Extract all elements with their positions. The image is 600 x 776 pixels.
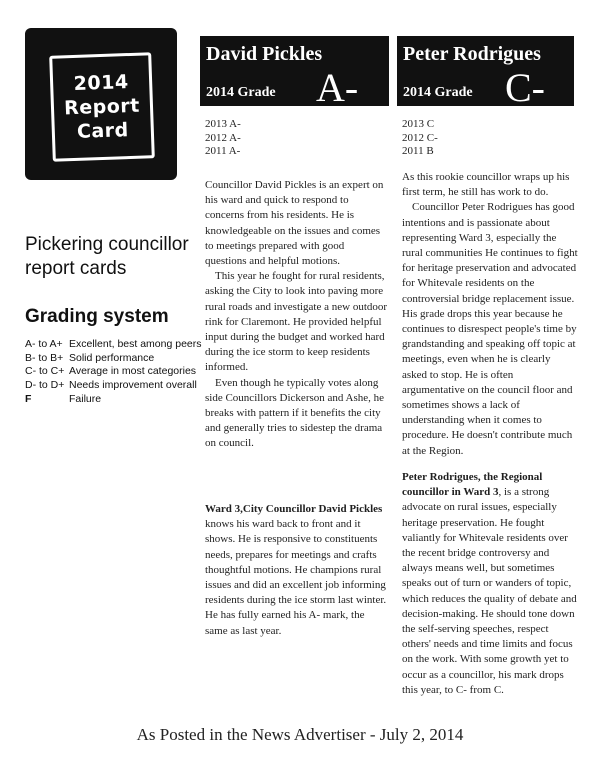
councillor-header-pickles	[200, 36, 389, 110]
grade-history-pickles	[205, 118, 241, 159]
source-footer: As Posted in the News Advertiser - July 2, 2014	[136, 725, 464, 744]
article-body-rodrigues	[402, 170, 578, 459]
grading-row	[25, 338, 200, 352]
grade-history-item: 2013 C	[402, 118, 435, 130]
councillor-header-rodrigues	[397, 36, 574, 110]
summary-text: knows his ward back to front and it shows. He is responsive to constituents needs, prepares for meetings and crafts thoughtful motions. He champions rural issues and did an excellent job informing residents during the ice storm last winter. He has fully earned his A- mark, the same as last year.	[205, 518, 387, 637]
grade-meaning: Failure	[69, 392, 102, 405]
grade-history-item: 2012 A-	[205, 131, 241, 144]
page-title-line2: report cards	[25, 258, 127, 279]
article-paragraph: This year he fought for rural residents, asking the City to look into paving more rural roads and investigate a new outdoor rink for Claremont. He provided helpful input during the budget and worked hard during the ice storm to keep residents informed.	[205, 270, 388, 374]
grade-range: C- to C+	[25, 365, 65, 378]
logo-frame	[49, 52, 155, 161]
grade-history-item: 2011 A-	[205, 145, 241, 158]
councillor-name: David Pickles	[206, 43, 323, 65]
summary-paragraph	[402, 470, 578, 698]
page-title	[25, 233, 200, 281]
summary-lead: Ward 3,City Councillor David Pickles	[205, 503, 383, 515]
summary-pickles	[205, 502, 388, 639]
article-paragraph: Even though he typically votes along side Councillors Dickerson and Ashe, he breaks with pattern if it benefits the city and generally tries to sidestep the drama on council.	[205, 376, 385, 450]
grading-heading: Grading system	[25, 306, 169, 327]
grade-history-rodrigues	[402, 118, 438, 159]
grade-range: F	[25, 392, 32, 405]
councillor-name: Peter Rodrigues	[403, 43, 541, 65]
grade-range: A- to A+	[25, 338, 63, 350]
grade-value: A-	[316, 65, 359, 110]
grade-meaning: Excellent, best among peers	[69, 338, 202, 350]
article-body-pickles	[205, 178, 388, 452]
grade-meaning: Average in most categories	[69, 365, 197, 378]
summary-lead: Peter Rodrigues, the Regional councillor in Ward 3	[402, 471, 543, 499]
logo-word-card: Card	[76, 119, 130, 143]
grade-label: 2014 Grade	[403, 85, 473, 100]
article-paragraph: Councillor David Pickles is an expert on his ward and quick to respond to concerns from his residents. He is knowledgeable on the issues and comes to meetings prepared with good questions and helpful motions.	[205, 179, 384, 268]
grading-row	[25, 365, 200, 379]
article-paragraph: Councillor Peter Rodrigues has good intentions and is passionate about representing Ward 3, especially the rural communities He continues to fight for heritage preservation and advocated for Whitevale residents on the controversial bridge replacement issue. His grade drops this year because he continues to disrespect people's time by grandstanding and speaking off topic at meetings, even when he is clearly asked to stop. He is often argumentative on the council floor and sometimes shows a lack of understanding when it comes to procedure. He doesn't contribute much at the Region.	[402, 201, 578, 457]
logo-year: 2014	[73, 71, 129, 95]
grade-label: 2014 Grade	[206, 85, 276, 100]
summary-paragraph	[205, 502, 388, 639]
article-paragraph: As this rookie councillor wraps up his first term, he still has work to do.	[402, 171, 570, 199]
report-card-logo	[25, 28, 177, 180]
grade-range: B- to B+	[25, 351, 64, 364]
grade-history-item: 2011 B	[402, 145, 434, 158]
grading-row	[25, 393, 200, 407]
grade-meaning: Solid performance	[69, 351, 155, 364]
page-title-line1: Pickering councillor	[25, 234, 189, 255]
summary-rodrigues	[402, 470, 578, 698]
grade-history-item: 2012 C-	[402, 131, 438, 144]
grade-range: D- to D+	[25, 379, 65, 392]
summary-text: , is a strong advocate on rural issues, especially heritage preservation. He fought valiantly for Whitevale residents over the recent bridge controversy and always means well, but sometimes speaks out of turn or wanders of topic, which reduces the quality of debate and decision-making. He should tone down the self-serving speeches, respect others' needs and time limits and focus on the work. With some growth yet to occur as a councillor, his mark drops this year, to C- from C.	[402, 486, 577, 696]
grading-table	[25, 338, 200, 407]
grading-row	[25, 352, 200, 366]
grade-history-item: 2013 A-	[205, 118, 241, 130]
grading-row	[25, 379, 200, 393]
logo-word-report: Report	[63, 94, 141, 120]
grade-value: C-	[505, 65, 545, 110]
grade-meaning: Needs improvement overall	[69, 379, 197, 392]
